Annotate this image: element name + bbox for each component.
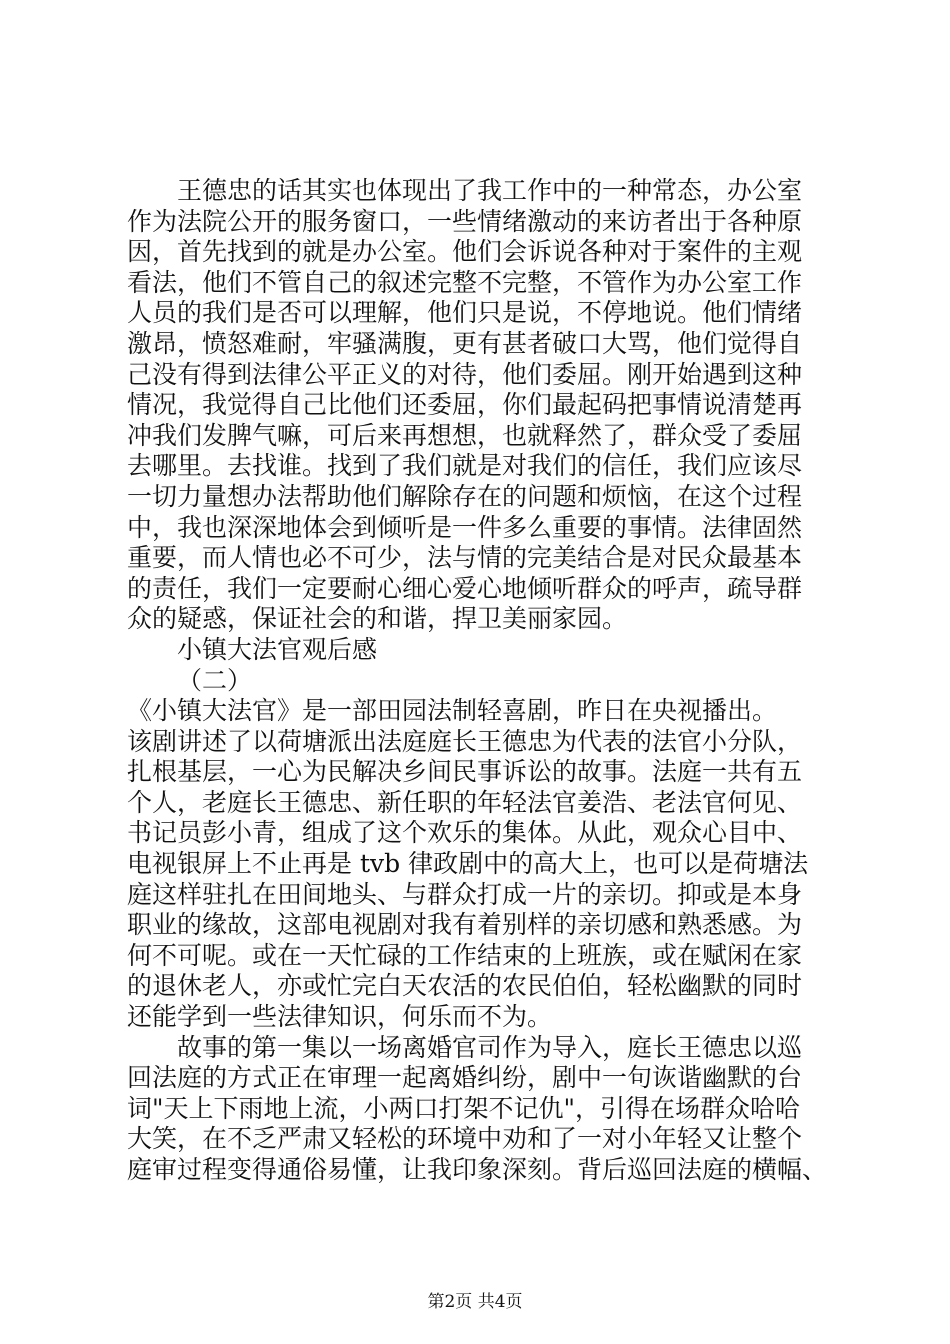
paragraph-1 xyxy=(127,176,847,635)
document-body xyxy=(127,176,847,1186)
text-line: 还能学到一些法律知识，何乐而不为。 xyxy=(127,1002,553,1032)
text-line: 去哪里。去找谁。找到了我们就是对我们的信任，我们应该尽 xyxy=(127,451,803,481)
text-line: 庭这样驻扎在田间地头、与群众打成一片的亲切。抑或是本身 xyxy=(127,879,803,909)
paragraph-3 xyxy=(127,1033,847,1186)
text-line: 职业的缘故，这部电视剧对我有着别样的亲切感和熟悉感。为 xyxy=(127,910,803,940)
text-line: 个人，老庭长王德忠、新任职的年轻法官姜浩、老法官何见、 xyxy=(127,787,803,817)
text-line: 庭审过程变得通俗易懂，让我印象深刻。背后巡回法庭的横幅、 xyxy=(127,1155,828,1184)
text-line: 扎根基层，一心为民解决乡间民事诉讼的故事。法庭一共有五 xyxy=(127,757,803,787)
section-subheading: （二） xyxy=(177,665,253,695)
text-line: 该剧讲述了以荷塘派出法庭庭长王德忠为代表的法官小分队， xyxy=(127,726,803,756)
text-line: 激昂，愤怒难耐，牢骚满腹，更有甚者破口大骂，他们觉得自 xyxy=(127,328,803,358)
page-footer: 第2页 共4页 xyxy=(427,1292,523,1312)
text-line: 大笑，在不乏严肃又轻松的环境中劝和了一对小年轻又让整个 xyxy=(127,1124,803,1154)
text-line: 中，我也深深地体会到倾听是一件多么重要的事情。法律固然 xyxy=(127,512,803,542)
text-line: 何不可呢。或在一天忙碌的工作结束的上班族，或在赋闲在家 xyxy=(127,940,803,970)
text-line: 情况，我觉得自己比他们还委屈，你们最起码把事情说清楚再 xyxy=(127,390,803,420)
text-line: 冲我们发脾气嘛，可后来再想想，也就释然了，群众受了委屈 xyxy=(127,420,803,450)
text-line: 王德忠的话其实也体现出了我工作中的一种常态，办公室 xyxy=(177,176,803,205)
text-line: 的责任，我们一定要耐心细心爱心地倾听群众的呼声，疏导群 xyxy=(127,573,803,603)
text-line: 电视银屏上不止再是 tvb 律政剧中的高大上，也可以是荷塘法 xyxy=(127,849,809,879)
text-line: 《小镇大法官》是一部田园法制轻喜剧，昨日在央视播出。 xyxy=(127,696,778,726)
paragraph-2 xyxy=(127,696,847,1033)
text-line: 看法，他们不管自己的叙述完整不完整，不管作为办公室工作 xyxy=(127,267,803,297)
text-line: 一切力量想办法帮助他们解除存在的问题和烦恼，在这个过程 xyxy=(127,481,803,511)
text-line: 回法庭的方式正在审理一起离婚纠纷，剧中一句诙谐幽默的台 xyxy=(127,1063,803,1093)
text-line: 己没有得到法律公平正义的对待，他们委屈。刚开始遇到这种 xyxy=(127,359,803,389)
text-line: 重要，而人情也必不可少，法与情的完美结合是对民众最基本 xyxy=(127,543,803,573)
section-heading: 小镇大法官观后感 xyxy=(177,634,378,664)
text-line: 书记员彭小青，组成了这个欢乐的集体。从此，观众心目中、 xyxy=(127,818,803,848)
text-line: 众的疑惑，保证社会的和谐，捍卫美丽家园。 xyxy=(127,604,628,634)
text-line: 的退休老人，亦或忙完白天农活的农民伯伯，轻松幽默的同时 xyxy=(127,971,803,1001)
text-line: 词"天上下雨地上流，小两口打架不记仇"，引得在场群众哈哈 xyxy=(127,1093,801,1123)
text-line: 故事的第一集以一场离婚官司作为导入，庭长王德忠以巡 xyxy=(177,1032,803,1062)
text-line: 作为法院公开的服务窗口，一些情绪激动的来访者出于各种原 xyxy=(127,206,803,236)
text-line: 因，首先找到的就是办公室。他们会诉说各种对于案件的主观 xyxy=(127,237,803,267)
text-line: 人员的我们是否可以理解，他们只是说，不停地说。他们情绪 xyxy=(127,298,803,328)
